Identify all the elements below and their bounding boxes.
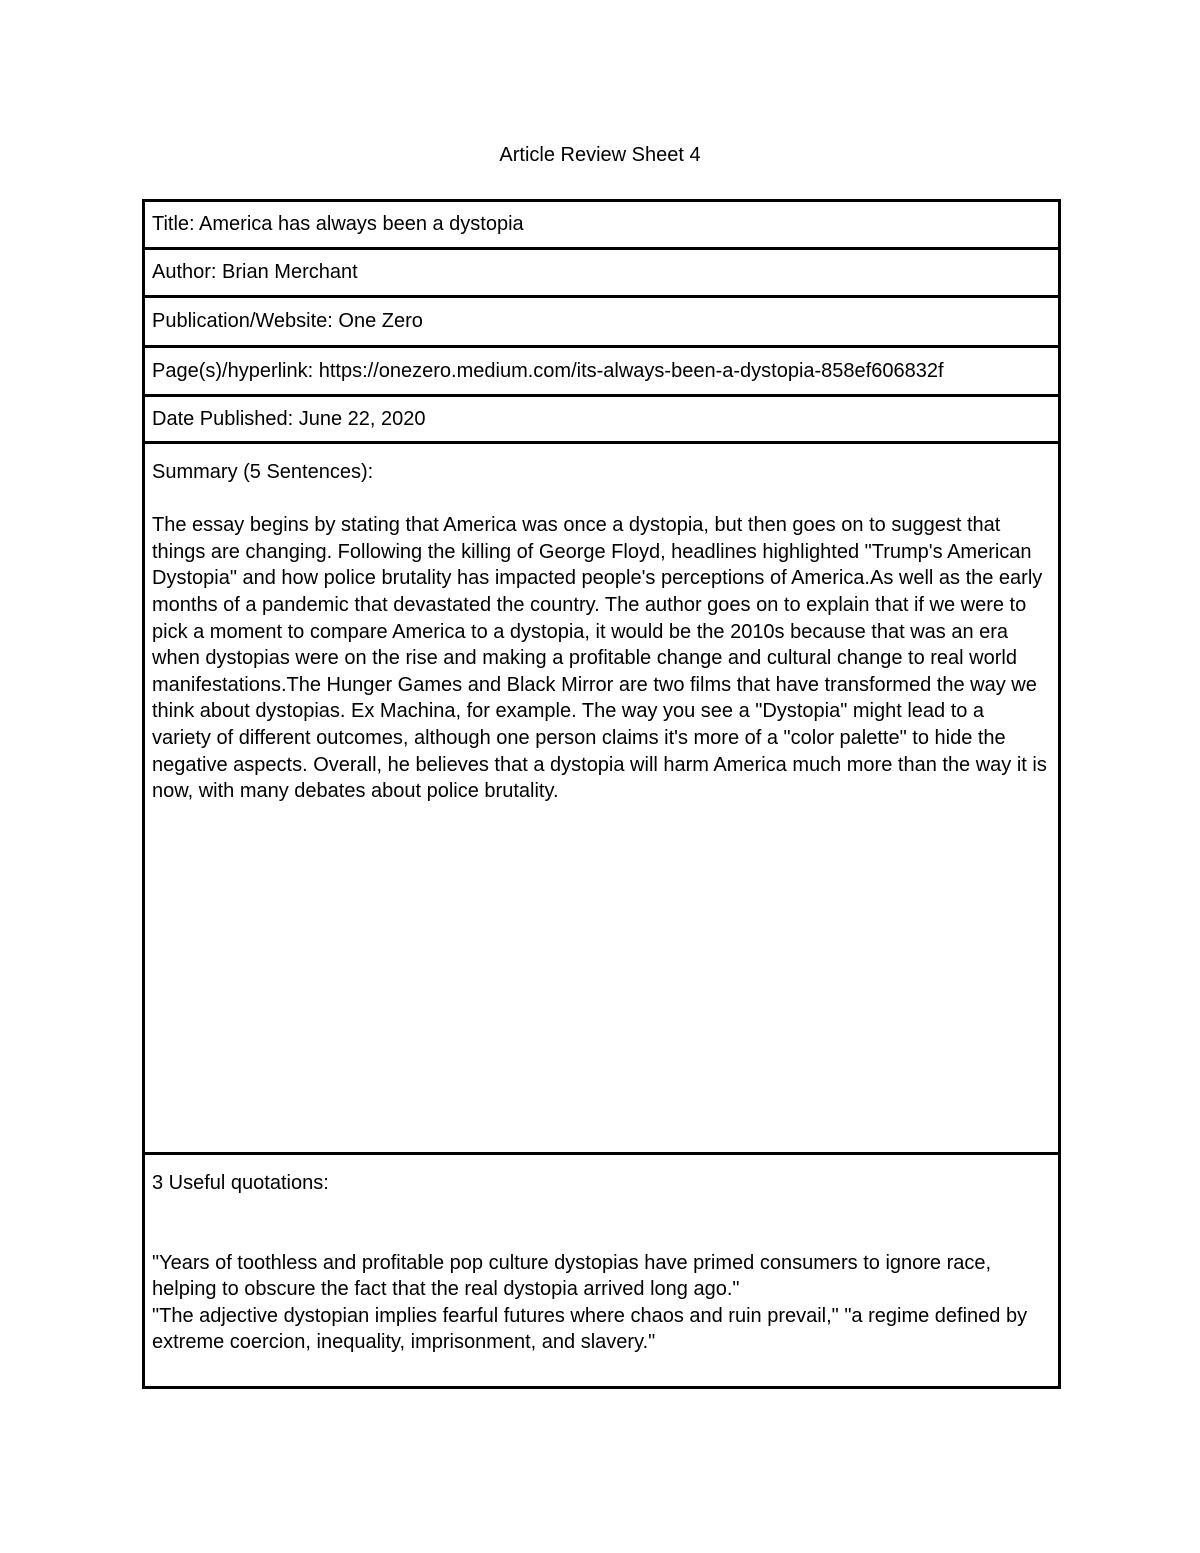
title-row	[145, 202, 1058, 250]
review-table	[142, 199, 1061, 1389]
publication-field: Publication/Website: One Zero	[152, 310, 423, 333]
hyperlink-row	[145, 348, 1058, 397]
author-field: Author: Brian Merchant	[152, 261, 358, 284]
date-published-row	[145, 397, 1058, 444]
date-published-field: Date Published: June 22, 2020	[152, 407, 426, 430]
author-row	[145, 250, 1058, 298]
quotation-item: "The adjective dystopian implies fearful futures where chaos and ruin prevail," "a regime defined by extreme coercion, inequality, imprisonment, and slavery."	[152, 1304, 1033, 1354]
summary-body: The essay begins by stating that America was once a dystopia, but then goes on to suggest that things are changing. Following the killing of George Floyd, headlines highlighted "Trump's American Dystopia" and how police brutality has impacted people's perceptions of America.As well as the early months of a pandemic that devastated the country. The author goes on to explain that if we were to pick a moment to compare America to a dystopia, it would be the 2010s because that was an era when dystopias were on the rise and making a profitable change and cultural change to real world manifestations.The Hunger Games and Black Mirror are two films that have transformed the way we think about dystopias. Ex Machina, for example. The way you see a "Dystopia" might lead to a variety of different outcomes, although one person claims it's more of a "color palette" to hide the negative aspects. Overall, he believes that a dystopia will harm America much more than the way it is now, with many debates about police brutality.	[152, 514, 1053, 803]
hyperlink-field: Page(s)/hyperlink: https://onezero.medium.com/its-always-been-a-dystopia-858ef606832f	[152, 359, 944, 382]
title-field: Title: America has always been a dystopia	[152, 213, 524, 236]
quotations-heading: 3 Useful quotations:	[152, 1172, 329, 1194]
summary-heading: Summary (5 Sentences):	[152, 461, 374, 483]
quotations-section	[145, 1155, 1058, 1386]
page-title: Article Review Sheet 4	[499, 144, 701, 166]
publication-row	[145, 298, 1058, 348]
summary-section	[145, 444, 1058, 1155]
quotation-item: "Years of toothless and profitable pop culture dystopias have primed consumers to ignore race, helping to obscure the fact that the real dystopia arrived long ago."	[152, 1251, 997, 1301]
